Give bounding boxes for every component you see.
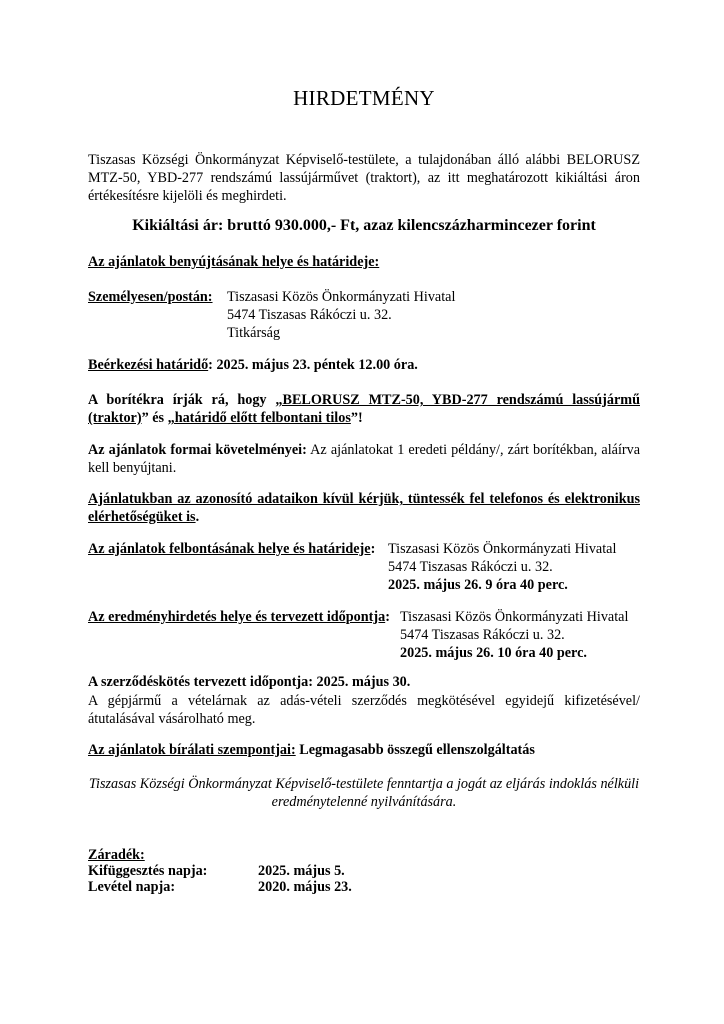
envelope-end: ”! [350, 410, 363, 426]
contract-heading: A szerződéskötés tervezett időpontja: 2025. május 30. [88, 674, 411, 690]
opening-line-3: 2025. május 26. 9 óra 40 perc. [388, 577, 568, 593]
criteria-label: Az ajánlatok bírálati szempontjai: [88, 742, 296, 758]
submission-heading: Az ajánlatok benyújtásának helye és határideje: [88, 254, 380, 270]
envelope-note [88, 391, 640, 427]
envelope-mid: ” és [141, 410, 168, 426]
formal-requirements [88, 441, 640, 477]
personal-label: Személyesen/postán: [88, 289, 213, 305]
clause-heading: Záradék: [88, 847, 145, 863]
personal-address-line-2: 5474 Tiszasas Rákóczi u. 32. [227, 307, 392, 323]
page-title: HIRDETMÉNY [293, 86, 435, 110]
starting-price: Kikiáltási ár: bruttó 930.000,- Ft, azaz kilencszázharmincezer forint [132, 217, 596, 234]
personal-address-line-3: Titkárság [227, 325, 281, 341]
result-colon: : [385, 609, 390, 625]
contract-text: A gépjármű a vételárnak az adás-vételi szerződés megkötésével egyidejű kifizetésével/átutalásával vásárolható meg. [88, 693, 640, 727]
contact-end: . [195, 509, 200, 525]
opening-label-wrap [88, 541, 375, 558]
result-line-2: 5474 Tiszasas Rákóczi u. 32. [400, 627, 565, 643]
criteria [88, 742, 535, 759]
deadline-label: Beérkezési határidő [88, 357, 209, 373]
result-line-1: Tiszasasi Közös Önkormányzati Hivatal [400, 609, 629, 625]
envelope-quote-1: „BELORUSZ MTZ-50, YBD-277 rendszámú lassújármű (traktor) [88, 392, 640, 426]
envelope-prefix: A borítékra írják rá, hogy [88, 392, 276, 408]
deadline-value: 2025. május 23. péntek 12.00 óra. [212, 357, 418, 373]
clause-row-1-value: 2025. május 5. [258, 863, 345, 879]
criteria-value: Legmagasabb összegű ellenszolgáltatás [295, 742, 535, 758]
contact-text: Ajánlatukban az azonosító adataikon kívül kérjük, tüntessék fel telefonos és elektronikus elérhetőségüket is [88, 491, 640, 525]
result-label: Az eredményhirdetés helye és tervezett időpontja [88, 609, 386, 625]
clause-row-1-label: Kifüggesztés napja: [88, 863, 208, 879]
opening-line-2: 5474 Tiszasas Rákóczi u. 32. [388, 559, 553, 575]
opening-label: Az ajánlatok felbontásának helye és határideje [88, 541, 371, 557]
result-label-wrap [88, 609, 390, 626]
deadline [88, 357, 418, 374]
formal-label: Az ajánlatok formai követelményei: [88, 442, 307, 458]
personal-address-line-1: Tiszasasi Közös Önkormányzati Hivatal [227, 289, 456, 305]
deadline-colon: : [208, 357, 213, 373]
formal-text: Az ajánlatokat 1 eredeti példány/, zárt borítékban, aláírva kell benyújtani. [88, 442, 640, 476]
result-line-3: 2025. május 26. 10 óra 40 perc. [400, 645, 587, 661]
intro-paragraph: Tiszasas Községi Önkormányzat Képviselő-testülete, a tulajdonában álló alábbi BELORUSZ MTZ-50, YBD-277 rendszámú lassújárművet (traktort), az itt meghatározott kikiáltási áron értékesítésre kijelöli és meghirdeti. [88, 152, 640, 204]
disclaimer: Tiszasas Községi Önkormányzat Képviselő-testülete fenntartja a jogát az eljárás indoklás nélküli eredménytelenné nyilvánítására. [88, 776, 640, 810]
envelope-quote-2: „határidő előtt felbontani tilos [167, 410, 351, 426]
notice-page [88, 0, 640, 1024]
opening-line-1: Tiszasasi Közös Önkormányzati Hivatal [388, 541, 617, 557]
contact-request [88, 490, 640, 526]
clause-row-2-value: 2020. május 23. [258, 879, 352, 895]
opening-colon: : [370, 541, 376, 557]
clause-row-2-label: Levétel napja: [88, 879, 176, 895]
